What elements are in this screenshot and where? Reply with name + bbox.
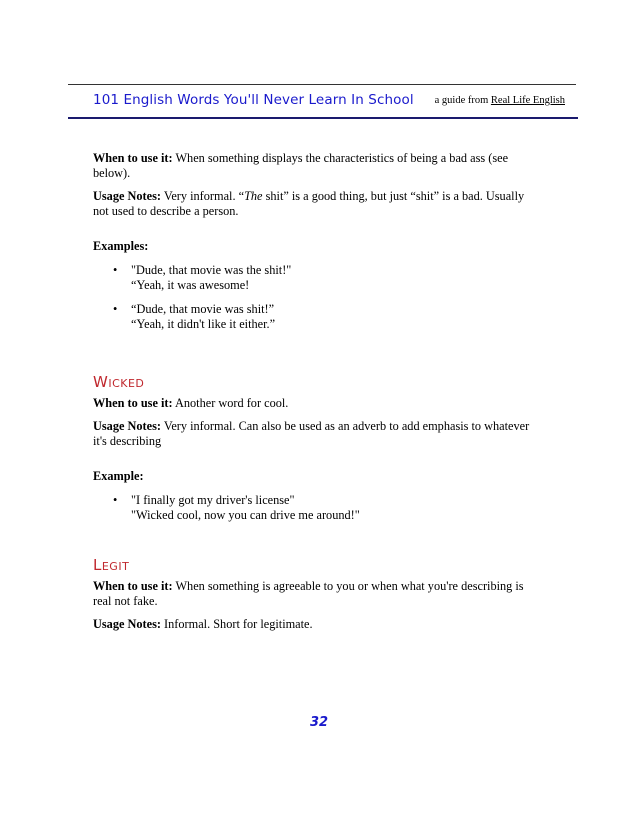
header-top-rule: [68, 84, 576, 85]
example-line: “Yeah, it was awesome!: [131, 278, 250, 292]
when-text: When something is agreeable to you or when what you're describing is real not fake.: [93, 579, 524, 608]
example-line: "Wicked cool, now you can drive me around!": [131, 508, 360, 522]
header-title: 101 English Words You'll Never Learn In School: [93, 92, 414, 108]
usage-notes-paragraph: [93, 189, 533, 219]
usage-text: Very informal. Can also be used as an adverb to add emphasis to whatever it's describing: [93, 419, 530, 448]
bullet: •: [113, 302, 118, 316]
usage-text-part: Very informal. “: [160, 189, 245, 203]
examples-list: [93, 263, 533, 332]
bullet: •: [113, 493, 118, 507]
usage-label: Usage Notes:: [93, 419, 161, 433]
example-line: “Dude, that movie was shit!”: [131, 302, 275, 316]
when-to-use-paragraph: [93, 579, 533, 609]
header-guide: [435, 95, 565, 106]
main-content: [93, 151, 533, 640]
when-text: Another word for cool.: [172, 396, 289, 410]
example-line: “Yeah, it didn't like it either.”: [131, 317, 276, 331]
when-text: When something displays the characteristics of being a bad ass (see below).: [93, 151, 509, 180]
term-heading-legit: Legit: [93, 556, 130, 574]
list-item: [93, 493, 533, 523]
example-line: "Dude, that movie was the shit!": [131, 263, 292, 277]
list-item: [93, 263, 533, 293]
when-label: When to use it:: [93, 396, 173, 410]
examples-label: Examples:: [93, 239, 149, 253]
usage-label: Usage Notes:: [93, 189, 161, 203]
example-line: "I finally got my driver's license": [131, 493, 295, 507]
page-number: 32: [309, 715, 329, 730]
when-to-use-paragraph: [93, 396, 533, 411]
usage-label: Usage Notes:: [93, 617, 161, 631]
when-to-use-paragraph: [93, 151, 533, 181]
real-life-english-link[interactable]: Real Life English: [490, 95, 565, 106]
term-heading-wicked: Wicked: [93, 373, 145, 391]
header-guide-prefix: a guide from: [434, 95, 491, 106]
usage-notes-paragraph: [93, 419, 533, 449]
example-label: Example:: [93, 469, 144, 483]
usage-text: Informal. Short for legitimate.: [160, 617, 313, 631]
when-label: When to use it:: [93, 579, 173, 593]
when-label: When to use it:: [93, 151, 173, 165]
usage-italic-the: The: [244, 189, 263, 203]
bullet: •: [113, 263, 118, 277]
usage-text-part: shit” is a good thing, but just “shit” is a bad. Usually not used to describe a person.: [93, 189, 525, 218]
list-item: [93, 302, 533, 332]
usage-notes-paragraph: [93, 617, 533, 632]
header-bottom-rule: [68, 117, 578, 119]
examples-list: [93, 493, 533, 523]
